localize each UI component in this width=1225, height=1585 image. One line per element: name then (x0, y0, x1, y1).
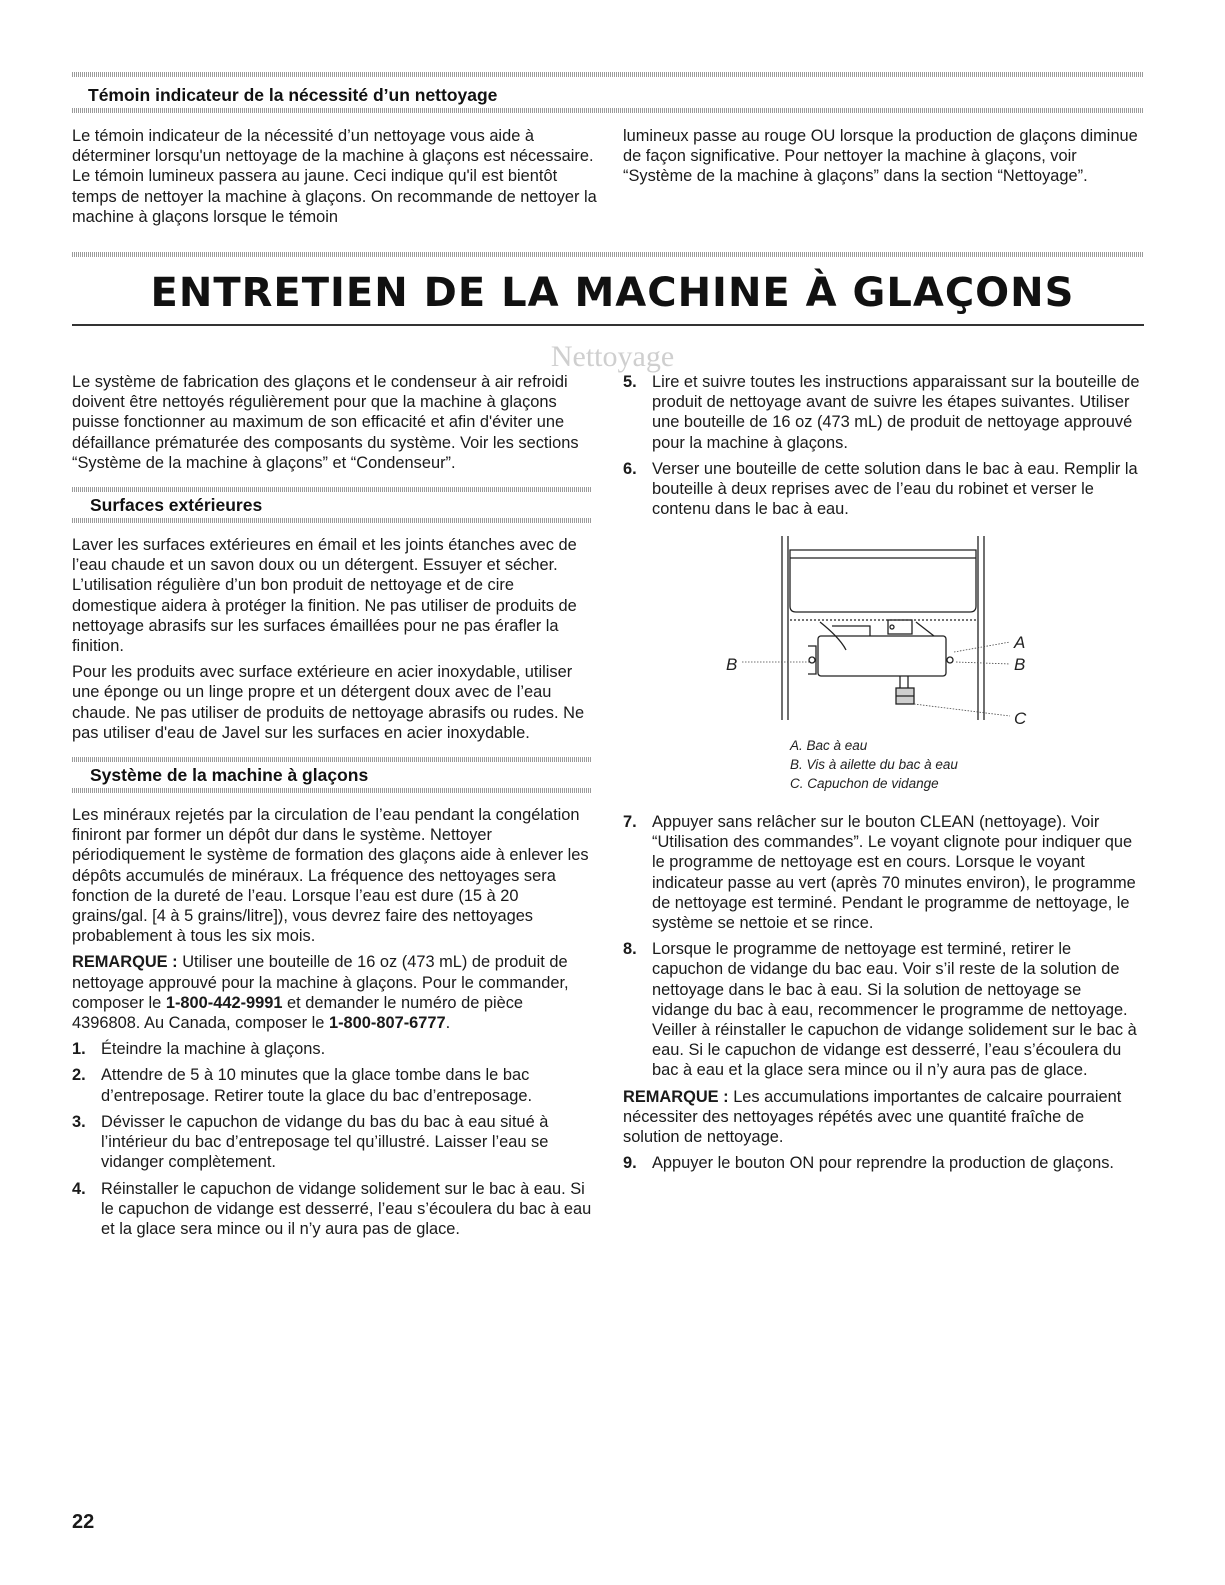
step-item (623, 459, 1143, 520)
intro-paragraph: Le système de fabrication des glaçons et le condenseur à air refroidi doivent être nettoyés régulièrement pour que la machine à glaçons puisse fonctionner au maximum de son efficacité et afin d'éviter une défaillance prématurée des composants du système. Voir les sections “Système de la machine à glaçons” et “Condenseur”. (72, 373, 579, 472)
note-text-2: et demander le numéro de pièce 4396808. Au Canada, composer le (72, 993, 524, 1033)
left-column (72, 372, 592, 1245)
step-number: 7. (623, 813, 637, 831)
section-hatch-rule (72, 252, 1144, 257)
surfaces-paragraph-1: Laver les surfaces extérieures en émail et les joints étanches avec de l’eau chaude et un savon doux ou un détergent. Essuyer et sécher. L’utilisation régulière d’un bon produit de nettoyage et de cire domestique aidera à protéger la finition. Ne pas utiliser de produits de nettoyage abrasifs sur les surfaces émaillées pour ne pas érafler la finition. (72, 536, 577, 656)
step-text: Dévisser le capuchon de vidange du bas du bac à eau situé à l’intérieur du bac d’entreposage tel qu’illustré. Laisser l’eau se vidanger complètement. (101, 1112, 549, 1172)
water-trough-illustration (720, 528, 1050, 728)
caption-a: A. Bac à eau (790, 738, 868, 753)
step-number: 4. (72, 1179, 86, 1198)
system-bottom-hatch (72, 788, 592, 793)
phone-number-us: 1-800-442-9991 (165, 993, 283, 1012)
label-b-left: B (726, 655, 738, 674)
note-label: REMARQUE : (623, 1087, 729, 1106)
step-text: Attendre de 5 à 10 minutes que la glace tombe dans le bac d’entreposage. Retirer toute la glace du bac d’entreposage. (101, 1066, 532, 1105)
note-text-3: . (445, 1014, 451, 1033)
note-text: Les accumulations importantes de calcaire pourraient nécessiter des nettoyages répétés avec une quantité fraîche de solution de nettoyage. (623, 1087, 1122, 1147)
system-paragraph: Les minéraux rejetés par la circulation de l’eau pendant la congélation finiront par former un dépôt dur dans le système. Nettoyer périodiquement le système de formation des glaçons aide à enlever les dépôts accumulés de minéraux. La fréquence des nettoyages sera fonction de la dureté de l’eau. Lorsque l’eau est dure (15 à 20 grains/gal. [4 à 5 grains/litre]), vous devrez faire des nettoyages probablement à tous les six mois. (72, 806, 589, 946)
step-number: 6. (623, 459, 637, 478)
step-number: 5. (623, 373, 637, 391)
note-label: REMARQUE : (72, 953, 178, 972)
cleaning-indicator-heading: Témoin indicateur de la nécessité d’un nettoyage (88, 85, 498, 105)
note-text-1: Utiliser une bouteille de 16 oz (473 mL) de produit de nettoyage approuvé pour la machine à glaçons. Pour le commander, composer le (72, 953, 569, 1012)
page-number: 22 (72, 1511, 95, 1533)
step-number: 9. (623, 1154, 637, 1173)
surfaces-paragraph-2: Pour les produits avec surface extérieure en acier inoxydable, utiliser une éponge ou un linge propre et un détergent doux avec de l’eau chaude. Ne pas utiliser de produits de nettoyage abrasifs ou rudes. Ne pas utiliser d'eau de Javel sur les surfaces en acier inoxydable. (72, 663, 585, 742)
surfaces-heading: Surfaces extérieures (90, 495, 263, 516)
scale-note (623, 1087, 1143, 1148)
cleaning-steps-right-a (623, 372, 1143, 519)
indicator-text-right: lumineux passe au rouge OU lorsque la production de glaçons diminue de façon significative. Pour nettoyer la machine à glaçons, voir “Système de la machine à glaçons” dans la section “Nettoyage”. (623, 127, 1138, 186)
phone-number-canada: 1-800-807-6777 (328, 1014, 446, 1033)
right-column-lower (623, 812, 1143, 1179)
step-text: Appuyer le bouton ON pour reprendre la production de glaçons. (652, 1154, 1114, 1173)
step-item (72, 1039, 592, 1059)
step-number: 8. (623, 940, 637, 959)
label-b-right: B (1014, 655, 1026, 674)
step-text: Appuyer sans relâcher sur le bouton CLEAN (nettoyage). Voir “Utilisation des commandes”. Le voyant clignote pour indiquer que le programme de nettoyage est en cours. Lorsque le voyant indicateur passe au vert (après 70 minutes environ), le programme de nettoyage est terminé. Pendant le programme de nettoyage, le système se nettoie et se rince. (652, 813, 1136, 933)
step-item (72, 1179, 592, 1240)
step-number: 3. (72, 1112, 86, 1131)
top-hatch-rule (72, 72, 1144, 77)
step-number: 2. (72, 1066, 86, 1085)
caption-b: B. Vis à ailette du bac à eau (790, 757, 958, 772)
label-c: C (1014, 709, 1027, 728)
step-item (623, 372, 1143, 453)
caption-c: C. Capuchon de vidange (790, 776, 939, 791)
step-text: Éteindre la machine à glaçons. (101, 1040, 326, 1059)
step-text: Verser une bouteille de cette solution dans le bac à eau. Remplir la bouteille à deux reprises avec de l’eau du robinet et verser le contenu dans le bac à eau. (652, 459, 1138, 519)
cleaning-steps-right-b (623, 812, 1143, 1081)
title-rule (72, 324, 1144, 326)
step-text: Réinstaller le capuchon de vidange solidement sur le bac à eau. Si le capuchon de vidange est desserré, l’eau s’écoulera du bac à eau et la glace sera mince ou il n’y aura pas de glace. (101, 1179, 592, 1238)
page-title: ENTRETIEN DE LA MACHINE À GLAÇONS (150, 270, 1075, 316)
system-top-hatch (72, 757, 592, 762)
section-title-nettoyage: Nettoyage (550, 340, 675, 373)
cleaning-steps-left (72, 1039, 592, 1239)
step-item (72, 1065, 592, 1105)
step-text: Lire et suivre toutes les instructions apparaissant sur la bouteille de produit de nettoyage avant de suivre les étapes suivantes. Utiliser une bouteille de 16 oz (473 mL) de produit de nettoyage approuvé pour la machine à glaçons. (652, 373, 1140, 452)
surfaces-bottom-hatch (72, 518, 592, 523)
order-note (72, 952, 592, 1033)
cleaning-steps-right-c (623, 1153, 1143, 1173)
step-item (623, 812, 1143, 933)
system-heading: Système de la machine à glaçons (90, 765, 369, 786)
indicator-text-left: Le témoin indicateur de la nécessité d’un nettoyage vous aide à déterminer lorsqu'un nettoyage de la machine à glaçons est nécessaire. Le témoin lumineux passera au jaune. Ceci indique qu'il est bientôt temps de nettoyer la machine à glaçons. On recommande de nettoyer la machine à glaçons lorsque le témoin (72, 127, 597, 226)
surfaces-top-hatch (72, 487, 592, 492)
water-trough-figure (720, 528, 1050, 728)
top-heading-underline (72, 108, 1144, 113)
step-item (623, 939, 1143, 1080)
label-a: A (1014, 633, 1026, 652)
step-item (72, 1112, 592, 1173)
right-column (623, 372, 1143, 525)
step-item (623, 1153, 1143, 1173)
figure-captions (790, 736, 1090, 793)
step-number: 1. (72, 1040, 86, 1059)
step-text: Lorsque le programme de nettoyage est terminé, retirer le capuchon de vidange du bac eau. Voir s’il reste de la solution de nettoyage dans le bac à eau. Si la solution de nettoyage se vidange du bac à eau, recommencer le programme de nettoyage. Veiller à réinstaller le capuchon de vidange solidement sur le bac à eau. Si le capuchon de vidange est desserré, l’eau s’écoulera du bac à eau et la glace sera mince ou il n’y aura pas de glace. (652, 940, 1137, 1080)
